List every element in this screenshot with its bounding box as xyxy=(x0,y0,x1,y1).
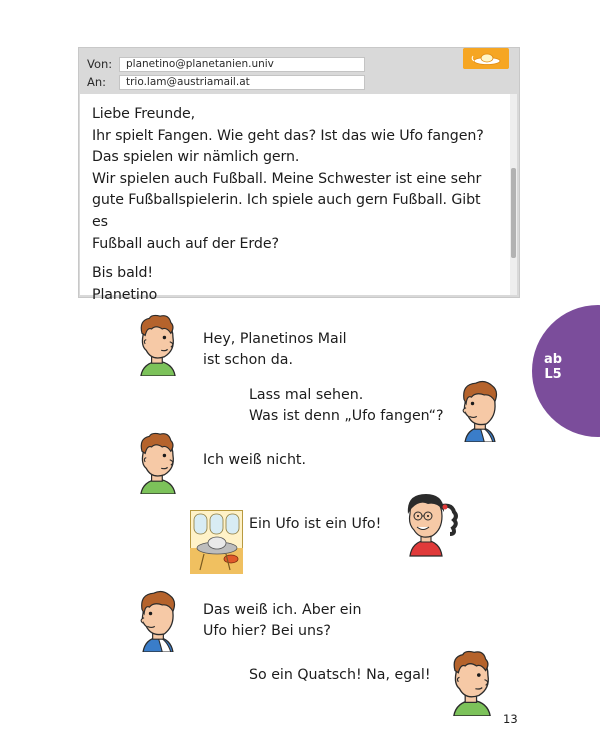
dialogue-line: Ein Ufo ist ein Ufo! xyxy=(249,516,382,532)
from-label: Von: xyxy=(87,57,113,71)
scrollbar-thumb[interactable] xyxy=(511,168,516,258)
chapter-tab-label xyxy=(538,352,568,382)
tab-line-1: ab xyxy=(543,352,563,367)
email-window xyxy=(78,47,520,303)
to-label: An: xyxy=(87,75,107,89)
email-line: Das spielen wir nämlich gern. xyxy=(92,149,300,166)
dialogue-line: Ufo hier? Bei uns? xyxy=(203,623,331,639)
page-number: 13 xyxy=(503,712,518,726)
dialogue-line: Lass mal sehen. xyxy=(249,387,364,403)
boy-blue-character xyxy=(456,380,504,442)
to-field[interactable]: trio.lam@austriamail.at xyxy=(119,75,365,90)
girl-character xyxy=(398,490,462,558)
email-line: Wir spielen auch Fußball. Meine Schwester ist eine sehr xyxy=(92,170,482,187)
email-signature: Planetino xyxy=(92,286,158,303)
email-from-row xyxy=(87,56,365,72)
email-scrollbar[interactable] xyxy=(510,94,517,295)
dialogue-line: Ich weiß nicht. xyxy=(203,452,307,468)
from-field[interactable]: planetino@planetanien.univ xyxy=(119,57,365,72)
email-line: Liebe Freunde, xyxy=(92,106,196,122)
email-closing: Bis bald! xyxy=(92,265,154,282)
dialogue-line: Hey, Planetinos Mail xyxy=(203,331,347,347)
dialogue-line: ist schon da. xyxy=(203,352,293,368)
dialogue-line: Was ist denn „Ufo fangen“? xyxy=(249,408,444,424)
dialogue-line: Das weiß ich. Aber ein xyxy=(203,602,362,618)
ufo-kitchen-image xyxy=(190,510,243,574)
email-line: Fußball auch auf der Erde? xyxy=(92,235,279,252)
email-line: gute Fußballspielerin. Ich spiele auch gern Fußball. Gibt es xyxy=(92,192,481,230)
boy-green-character xyxy=(133,314,183,376)
dialogue-line: So ein Quatsch! Na, egal! xyxy=(249,667,431,683)
email-body xyxy=(80,94,510,303)
ufo-logo-icon xyxy=(463,48,509,69)
boy-green-character xyxy=(133,432,183,494)
boy-green-character xyxy=(447,650,497,716)
email-line: Ihr spielt Fangen. Wie geht das? Ist das wie Ufo fangen? xyxy=(92,127,484,144)
boy-blue-character xyxy=(133,590,183,652)
tab-line-2: L5 xyxy=(544,367,562,382)
email-to-row xyxy=(87,74,365,90)
